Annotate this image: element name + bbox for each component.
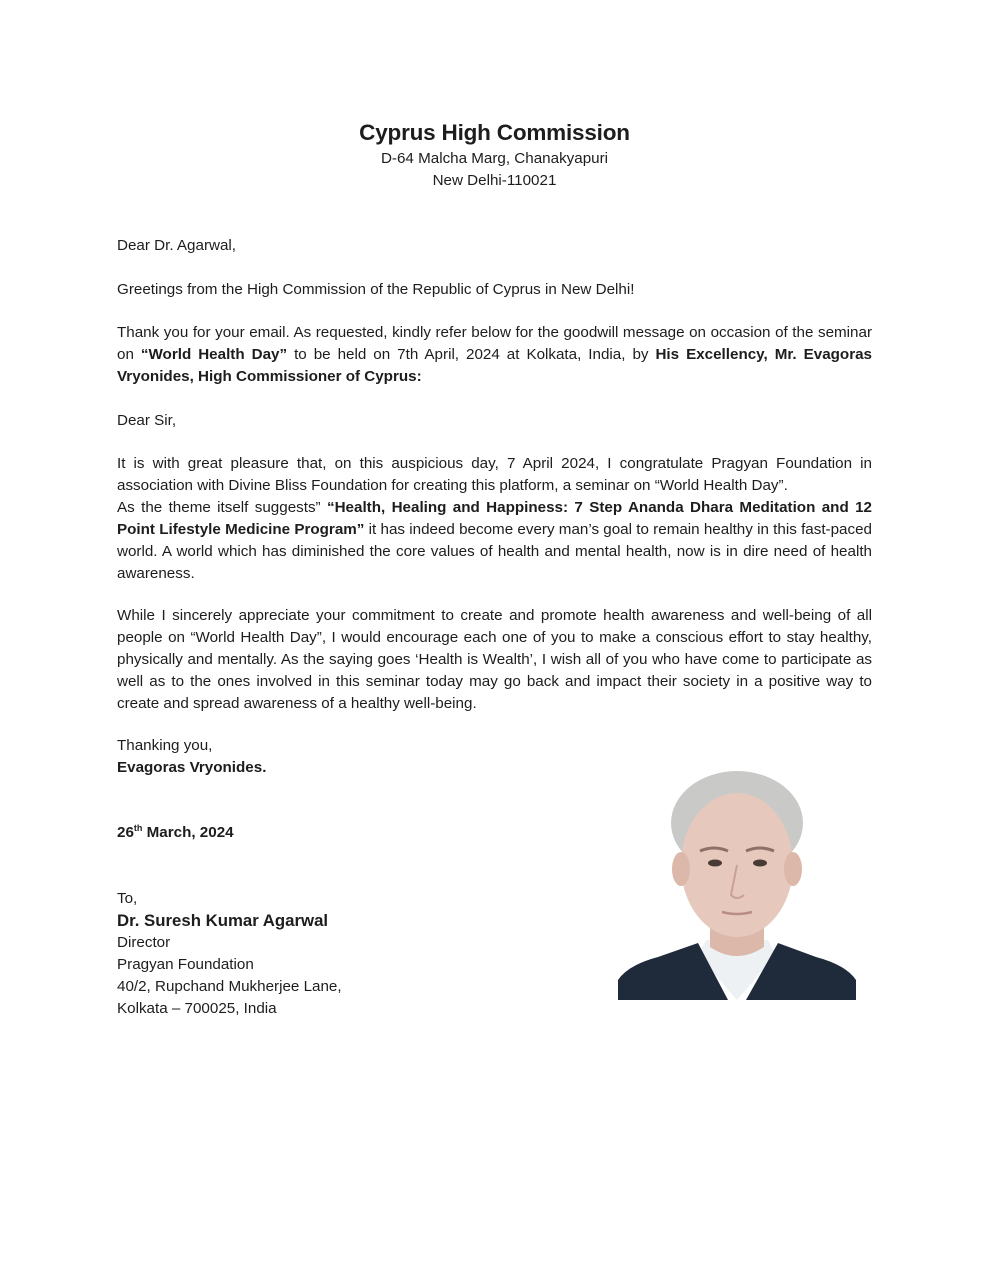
seminar-theme: “Health, Healing and Happiness: 7 Step Ananda Dhara Meditation and 12 Point Lifestyle Medicine Program” <box>117 499 872 538</box>
organization-name: Cyprus High Commission <box>359 120 630 145</box>
address-line-2: New Delhi-110021 <box>432 172 557 189</box>
to-label: To, <box>117 890 138 907</box>
recipient-organization: Pragyan Foundation <box>117 956 254 973</box>
recipient-name: Dr. Suresh Kumar Agarwal <box>117 911 329 930</box>
letter-date: 26th March, 2024 <box>117 823 234 841</box>
recipient-address-1: 40/2, Rupchand Mukherjee Lane, <box>117 978 342 995</box>
paragraph-1-text-b1: As the theme itself suggests” <box>117 499 327 516</box>
greeting: Greetings from the High Commission of the Republic of Cyprus in New Delhi! <box>117 281 635 298</box>
signatory: Evagoras Vryonides. <box>117 759 267 776</box>
portrait-photo <box>618 765 856 1000</box>
closing: Thanking you, <box>117 737 213 754</box>
letterhead <box>0 118 989 192</box>
intro-paragraph <box>117 322 872 388</box>
message-paragraph-1 <box>117 453 872 585</box>
paragraph-1-text-b2: it has indeed become every man’s goal to remain healthy in this fast-paced world. A world which has diminished the core values of health and mental health, now is in dire need of health awareness. <box>117 521 872 582</box>
message-salutation: Dear Sir, <box>117 412 177 429</box>
speaker-name: His Excellency, Mr. Evagoras Vryonides, High Commissioner of Cyprus: <box>117 346 872 385</box>
recipient-title: Director <box>117 934 171 951</box>
address-line-1: D-64 Malcha Marg, Chanakyapuri <box>380 150 609 167</box>
event-name: “World Health Day” <box>140 346 288 363</box>
intro-text-1: Thank you for your email. As requested, kindly refer below for the goodwill message on occasion of the seminar on <box>117 324 872 363</box>
recipient-address-2: Kolkata – 700025, India <box>117 1000 277 1017</box>
salutation: Dear Dr. Agarwal, <box>117 237 237 254</box>
intro-text-2: to be held on 7th April, 2024 at Kolkata, India, by <box>287 346 656 363</box>
paragraph-1-line-a: It is with great pleasure that, on this auspicious day, 7 April 2024, I congratulate Pragyan Foundation in association with Divine Bliss Foundation for creating this platform, a seminar on “World Health Day”. <box>117 455 872 494</box>
message-paragraph-2: While I sincerely appreciate your commitment to create and promote health awareness and well-being of all people on “World Health Day”, I would encourage each one of you to make a conscious effort to stay healthy, physically and mentally. As the saying goes ‘Health is Wealth’, I wish all of you who have come to participate as well as to the ones involved in this seminar today may go back and impact their society in a positive way to create and spread awareness of a healthy well-being. <box>117 607 872 712</box>
portrait-image <box>618 765 856 1000</box>
